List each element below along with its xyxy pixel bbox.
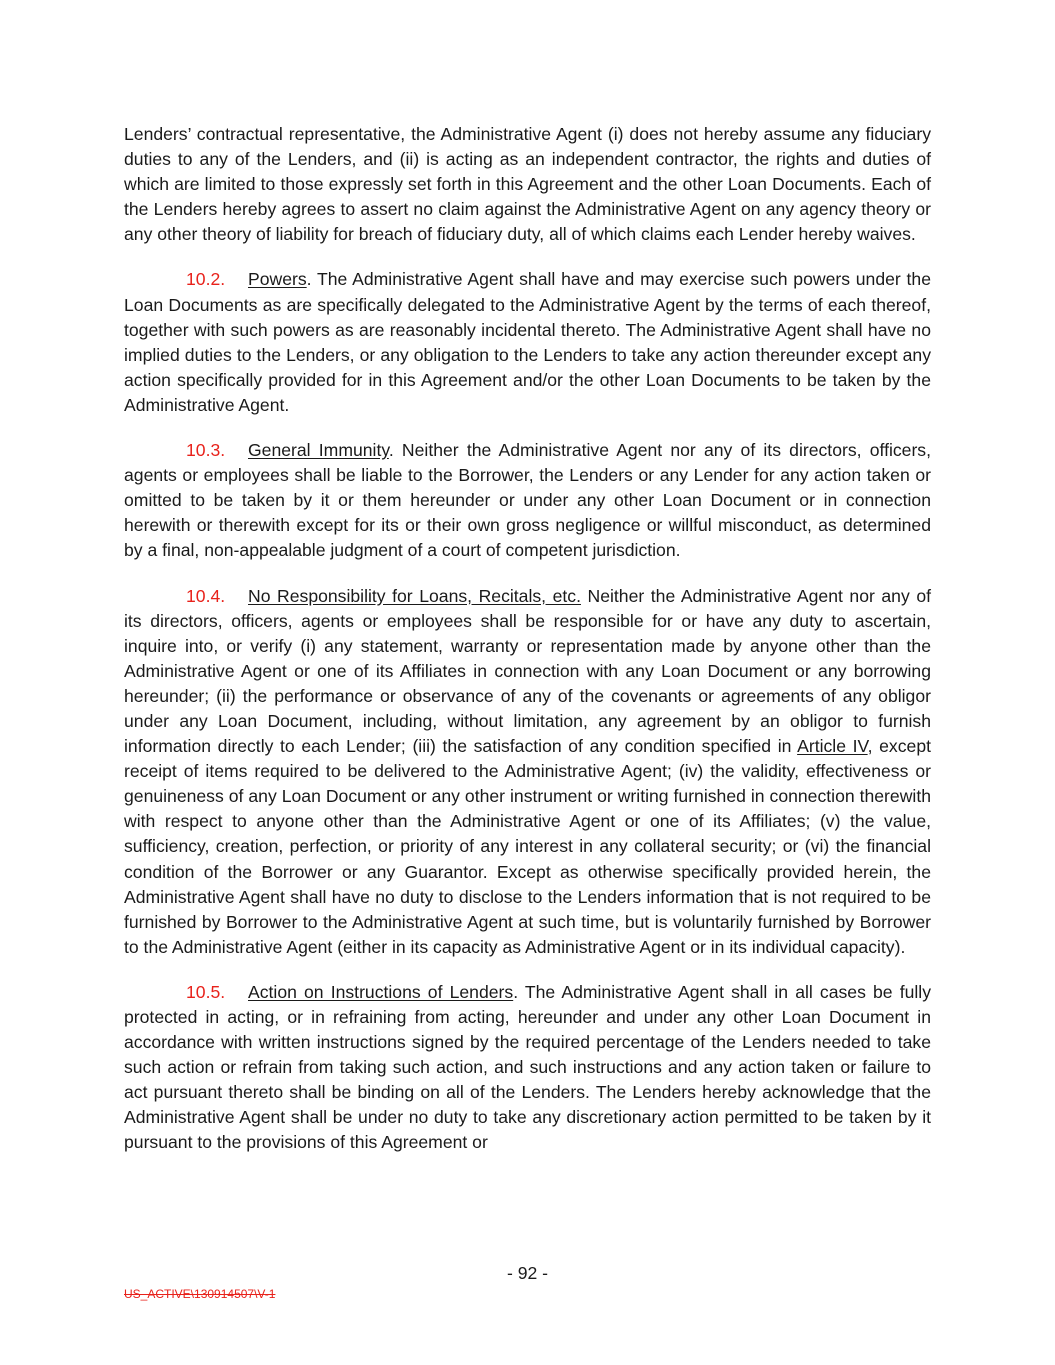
page-number: - 92 -: [506, 1263, 549, 1283]
document-body: [124, 122, 931, 1176]
article-iv-reference: Article IV: [797, 736, 868, 757]
section-10-5: [124, 980, 931, 1156]
section-number: 10.2.: [186, 269, 226, 290]
section-10-2: [124, 267, 931, 418]
section-text: . The Administrative Agent shall have and may exercise such powers under the Loan Documents as are specifically delegated to the Administrative Agent by the terms of each thereof, together with such powers as are reasonably incidental thereto. The Administrative Agent shall have no implied duties to the Lenders, or any obligation to the Lenders to take any action thereunder except any action specifically provided for in this Agreement and/or the other Loan Documents to be taken by the Administrative Agent.: [124, 269, 931, 415]
section-text-continued: , except receipt of items required to be delivered to the Administrative Agent; (iv) the validity, effectiveness or genuineness of any Loan Document or any other instrument or writing furnished in connection therewith with respect to anyone other than the Administrative Agent or one of its Affiliates; (v) the value, sufficiency, creation, perfection, or priority of any interest in any collateral security; or (vi) the financial condition of the Borrower or any Guarantor. Except as otherwise specifically provided herein, the Administrative Agent shall have no duty to disclose to the Lenders information that is not required to be furnished by Borrower to the Administrative Agent at such time, but is voluntarily furnished by Borrower to the Administrative Agent (either in its capacity as Administrative Agent or in its individual capacity).: [124, 736, 931, 957]
section-10-4: [124, 584, 931, 960]
section-text: . The Administrative Agent shall in all cases be fully protected in acting, or in refraining from acting, hereunder and under any other Loan Document in accordance with written instructions signed by the required percentage of the Lenders needed to take such action or refrain from taking such action, and such instructions and any action taken or failure to act pursuant thereto shall be binding on all of the Lenders. The Lenders hereby acknowledge that the Administrative Agent shall be under no duty to take any discretionary action permitted to be taken by it pursuant to the provisions of this Agreement or: [124, 981, 931, 1153]
section-heading: Powers: [248, 269, 307, 290]
document-footer-id: US_ACTIVE\130914507\V-1: [124, 1287, 276, 1301]
section-heading: No Responsibility for Loans, Recitals, etc.: [248, 585, 581, 606]
section-heading: General Immunity: [248, 440, 389, 461]
section-number: 10.4.: [186, 585, 226, 606]
intro-paragraph: Lenders’ contractual representative, the Administrative Agent (i) does not hereby assume any fiduciary duties to any of the Lenders, and (ii) is acting as an independent contractor, the rights and duties of which are limited to those expressly set forth in this Agreement and the other Loan Documents. Each of the Lenders hereby agrees to assert no claim against the Administrative Agent on any agency theory or any other theory of liability for breach of fiduciary duty, all of which claims each Lender hereby waives.: [124, 124, 931, 245]
section-number: 10.5.: [186, 981, 226, 1002]
section-text: Neither the Administrative Agent nor any of its directors, officers, agents or employees shall be responsible for or have any duty to ascertain, inquire into, or verify (i) any statement, warranty or representation made by anyone other than the Administrative Agent or one of its Affiliates in connection with any Loan Document or any borrowing hereunder; (ii) the performance or observance of any of the covenants or agreements of any obligor under any Loan Document, including, without limitation, any agreement by an obligor to furnish information directly to each Lender; (iii) the satisfaction of any condition specified in: [124, 585, 931, 757]
section-heading: Action on Instructions of Lenders: [248, 981, 514, 1002]
section-10-3: [124, 438, 931, 563]
section-text: . Neither the Administrative Agent nor any of its directors, officers, agents or employees shall be liable to the Borrower, the Lenders or any Lender for any action taken or omitted to be taken by it or them hereunder or under any other Loan Document or in connection herewith or therewith except for its or their own gross negligence or willful misconduct, as determined by a final, non-appealable judgment of a court of competent jurisdiction.: [124, 440, 931, 561]
section-number: 10.3.: [186, 440, 226, 461]
